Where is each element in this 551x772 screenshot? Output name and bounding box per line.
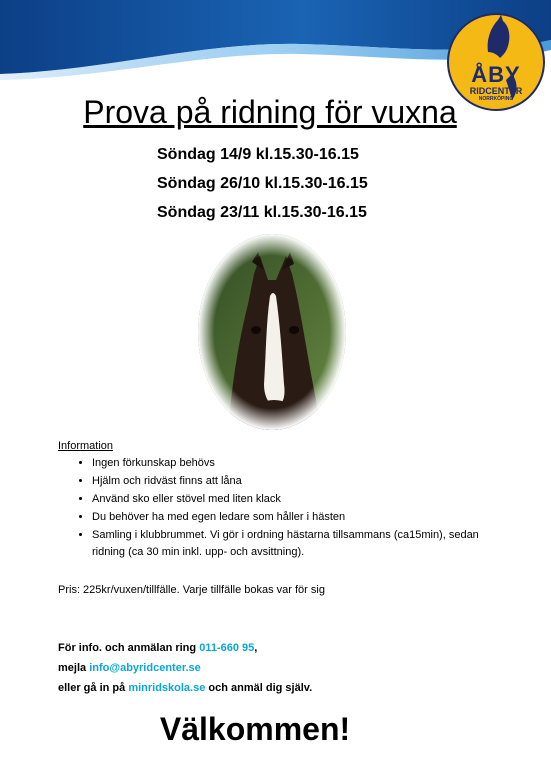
email-link[interactable]: info@abyridcenter.se (89, 662, 201, 674)
list-item: • Ingen förkunskap behövs (92, 455, 528, 472)
logo-norrkoping-text: NORRKÖPING (478, 96, 514, 102)
contact-phone-suffix: , (254, 642, 258, 654)
site-link[interactable]: minridskola.se (128, 682, 206, 694)
contact-phone-prefix: För info. och anmälan ring (58, 642, 200, 654)
list-item: • Samling i klubbrummet. Vi gör i ordning hästarna tillsammans (ca15min), sedan ridning (ca 30 min inkl. upp- och avsittning). (92, 527, 492, 561)
contact-section (58, 638, 312, 698)
welcome-text: Välkommen! (159, 711, 351, 747)
information-heading: Information (58, 440, 114, 452)
contact-line-phone (58, 638, 312, 658)
information-section (58, 440, 528, 562)
date-item: Söndag 23/11 kl.15.30-16.15 (157, 204, 367, 221)
contact-email-prefix: mejla (58, 662, 90, 674)
contact-site-suffix: och anmäl dig själv. (205, 682, 313, 694)
phone-link[interactable]: 011-660 95 (199, 642, 255, 654)
date-list (157, 143, 368, 230)
price-text: Pris: 225kr/vuxen/tillfälle. Varje tillfälle bokas var för sig (58, 584, 325, 596)
contact-line-email (58, 658, 312, 678)
logo-aby-text: ÅBY (471, 62, 521, 87)
list-item: • Använd sko eller stövel med liten klack (92, 491, 528, 508)
list-item: • Du behöver ha med egen ledare som håller i hästen (92, 509, 528, 526)
horse-photo (198, 234, 346, 430)
logo-ridcenter-text: RIDCENTER (469, 86, 523, 96)
contact-line-site (58, 678, 312, 698)
information-list (58, 455, 528, 561)
date-item: Söndag 14/9 kl.15.30-16.15 (157, 146, 359, 163)
date-item: Söndag 26/10 kl.15.30-16.15 (157, 175, 368, 192)
page-title: Prova på ridning för vuxna (83, 94, 457, 130)
contact-site-prefix: eller gå in på (58, 682, 129, 694)
list-item: • Hjälm och ridväst finns att låna (92, 473, 528, 490)
